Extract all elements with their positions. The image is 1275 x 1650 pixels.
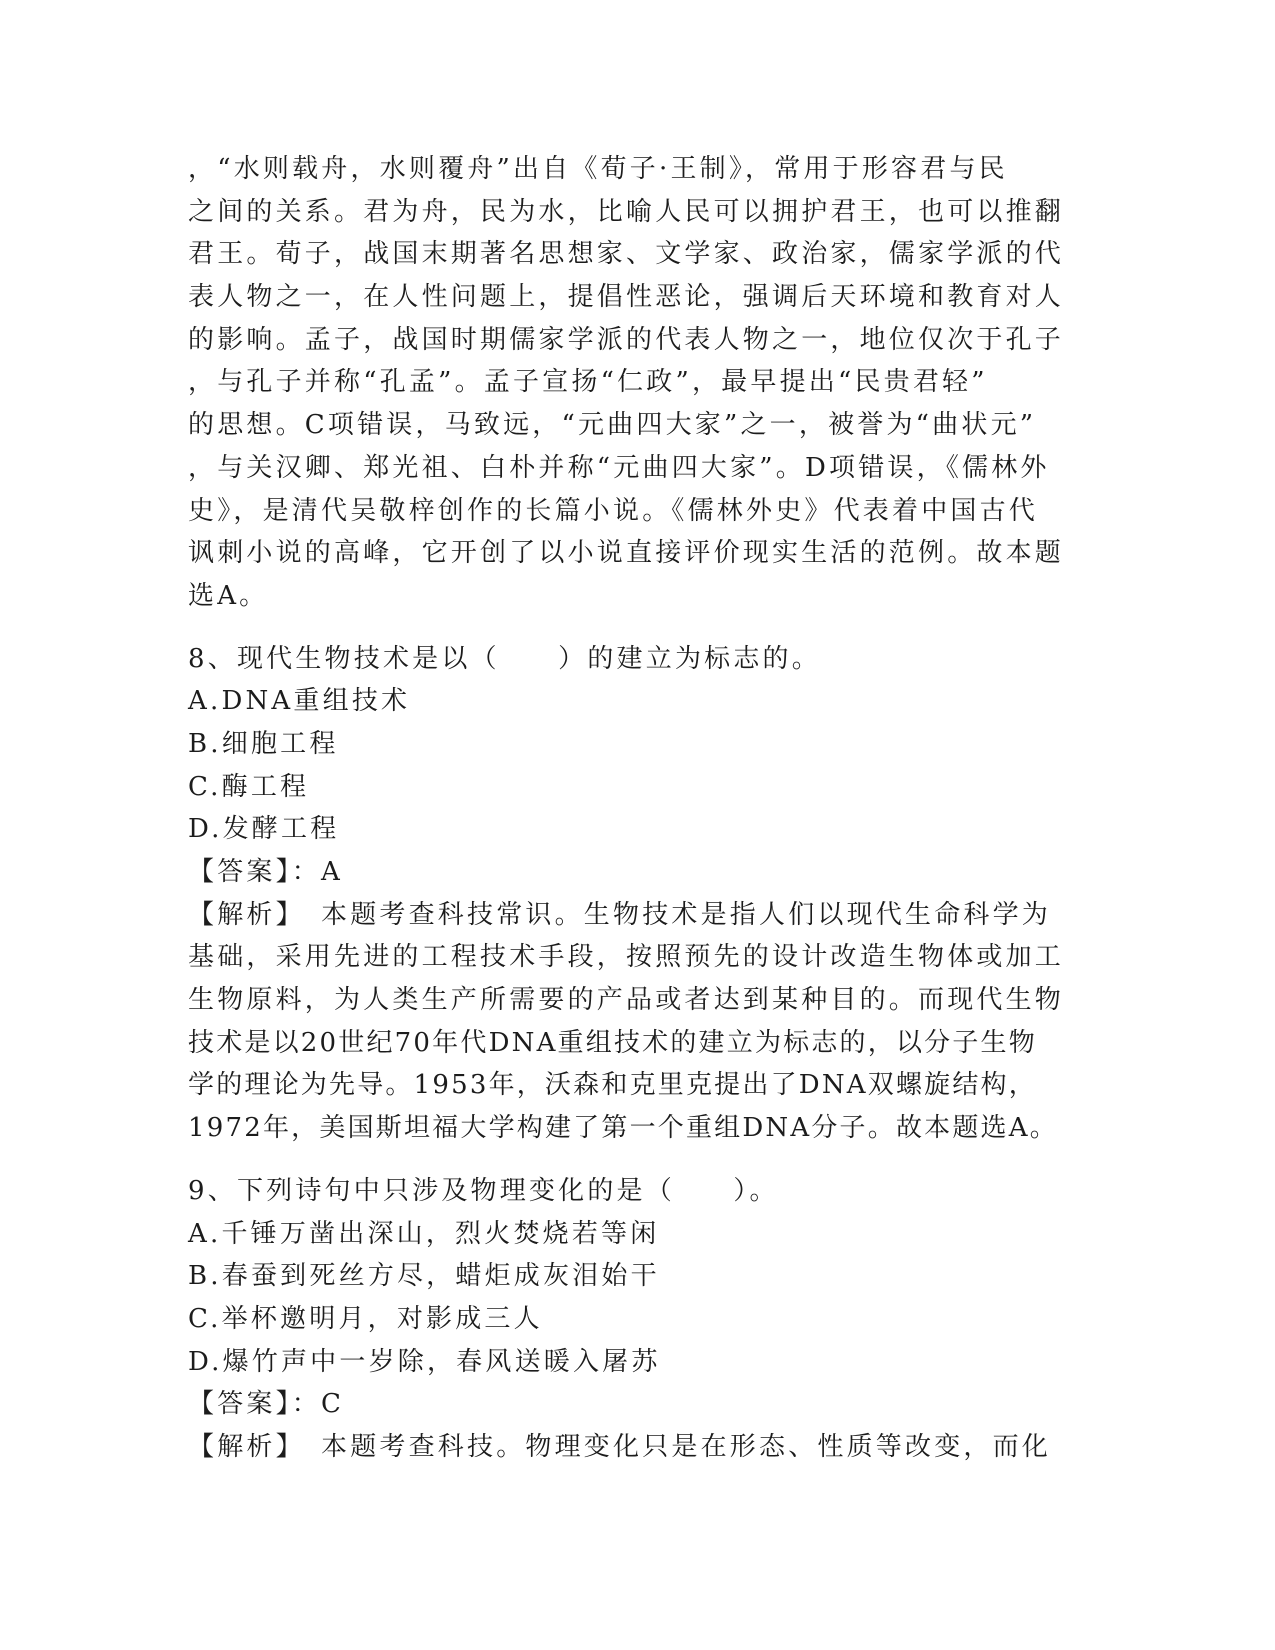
option-b: B.细胞工程: [188, 728, 339, 759]
text-line: ，与关汉卿、郑光祖、白朴并称“元曲四大家”。D项错误，《儒林外: [188, 452, 1050, 483]
question-8: [188, 638, 1088, 1150]
analysis-line: 技术是以20世纪70年代DNA重组技术的建立为标志的，以分子生物: [188, 1027, 1037, 1058]
text-line: 表人物之一，在人性问题上，提倡性恶论，强调后天环境和教育对人: [188, 282, 1065, 313]
analysis-line: 生物原料，为人类生产所需要的产品或者达到某种目的。而现代生物: [188, 985, 1065, 1016]
text-line: 史》，是清代吴敬梓创作的长篇小说。《儒林外史》代表着中国古代: [188, 495, 1039, 526]
analysis-line: 学的理论为先导。1953年，沃森和克里克提出了DNA双螺旋结构，: [188, 1070, 1037, 1101]
section-gap: [188, 1150, 1088, 1170]
question-stem: 8、现代生物技术是以（ ）的建立为标志的。: [188, 643, 821, 674]
text-line: ，与孔子并称“孔孟”。孟子宣扬“仁政”，最早提出“民贵君轻”: [188, 367, 988, 398]
question-stem: 9、下列诗句中只涉及物理变化的是（ ）。: [188, 1175, 779, 1206]
text-line: 君王。荀子，战国末期著名思想家、文学家、政治家，儒家学派的代: [188, 239, 1065, 270]
document-page: [188, 148, 1088, 1469]
text-line: 的思想。C项错误，马致远，“元曲四大家”之一，被誉为“曲状元”: [188, 410, 1037, 441]
option-a: A.千锤万凿出深山，烈火焚烧若等闲: [188, 1218, 660, 1249]
option-d: D.发酵工程: [188, 814, 340, 845]
analysis-line: 【解析】 本题考查科技常识。生物技术是指人们以现代生命科学为: [188, 899, 1052, 930]
answer-label: 【答案】：C: [188, 1389, 345, 1420]
answer-label: 【答案】：A: [188, 857, 343, 887]
analysis-line: 【解析】 本题考查科技。物理变化只是在形态、性质等改变，而化: [188, 1431, 1052, 1462]
option-b: B.春蚕到死丝方尽，蜡炬成灰泪始干: [188, 1261, 660, 1292]
analysis-line: 1972年，美国斯坦福大学构建了第一个重组DNA分子。故本题选A。: [188, 1113, 1058, 1144]
option-c: C.举杯邀明月，对影成三人: [188, 1303, 543, 1334]
section-gap: [188, 618, 1088, 638]
option-a: A.DNA重组技术: [188, 686, 411, 717]
text-line: 讽刺小说的高峰，它开创了以小说直接评价现实生活的范例。故本题: [188, 538, 1065, 569]
q7-explanation-continuation: [188, 148, 1088, 618]
text-line: ，“水则载舟，水则覆舟”出自《荀子·王制》，常用于形容君与民: [188, 154, 1008, 184]
option-c: C.酶工程: [188, 771, 310, 802]
question-9: [188, 1170, 1088, 1469]
text-line: 之间的关系。君为舟，民为水，比喻人民可以拥护君王，也可以推翻: [188, 196, 1065, 227]
analysis-line: 基础，采用先进的工程技术手段，按照预先的设计改造生物体或加工: [188, 942, 1065, 973]
text-line: 选A。: [188, 580, 269, 611]
text-line: 的影响。孟子，战国时期儒家学派的代表人物之一，地位仅次于孔子: [188, 324, 1065, 355]
option-d: D.爆竹声中一岁除，春风送暖入屠苏: [188, 1346, 661, 1377]
